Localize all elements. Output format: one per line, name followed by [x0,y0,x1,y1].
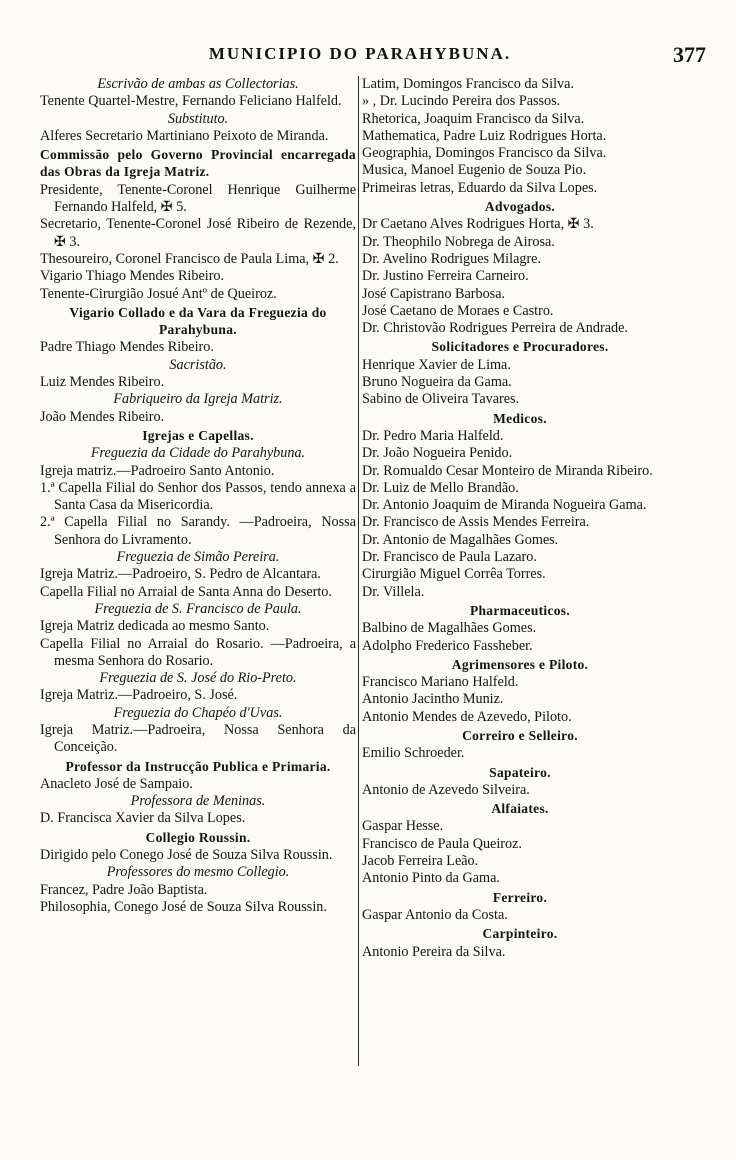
section-heading: Agrimensores e Piloto. [451,656,589,672]
column-divider [358,76,359,1066]
list-item: Secretario, Tenente-Coronel José Ribeiro de Rezende, ✠ 3. [40,216,356,250]
list-item: Dr. Romualdo Cesar Monteiro de Miranda Ribeiro. [362,462,653,479]
list-item: Tenente-Cirurgião Josué Antº de Queiroz. [40,285,277,302]
section-heading: Correiro e Selleiro. [462,727,578,743]
section-heading: Vigario Collado e da Vara da Freguezia do Parahybuna. [69,304,327,338]
right-column [362,76,678,961]
list-item: Igreja Matriz.—Padroeira, Nossa Senhora da Conceição. [40,721,356,756]
list-item: Francisco de Paula Queiroz. [362,835,522,852]
list-item: Bruno Nogueira da Gama. [362,374,512,391]
list-item: Dr. Avelino Rodrigues Milagre. [362,250,542,267]
list-item: Alferes Secretario Martiniano Peixoto de Miranda. [40,127,329,144]
section-subheading: Freguezia do Chapéo d'Uvas. [113,704,283,721]
list-item: Primeiras letras, Eduardo da Silva Lopes. [362,179,598,196]
list-item: Dr. Christovão Rodrigues Perreira de Andrade. [362,320,628,337]
section-heading: Advogados. [484,199,556,215]
list-item: Dr Caetano Alves Rodrigues Horta, ✠ 3. [362,216,594,233]
left-column [40,76,356,916]
list-item: Tenente Quartel-Mestre, Fernando Feliciano Halfeld. [40,93,342,110]
page-title: MUNICIPIO DO PARAHYBUNA. [208,44,512,63]
section-subheading: Sacristão. [169,356,227,373]
section-subheading: Freguezia de S. Francisco de Paula. [94,600,302,617]
list-item: 1.ª Capella Filial do Senhor dos Passos, tendo annexa a Santa Casa da Misericordia. [40,479,356,514]
list-item: Henrique Xavier de Lima. [362,356,511,373]
list-item: Dr. Justino Ferreira Carneiro. [362,268,529,285]
list-item: João Mendes Ribeiro. [40,408,165,425]
list-item: Philosophia, Conego José de Souza Silva Roussin. [40,898,327,915]
list-item: D. Francisca Xavier da Silva Lopes. [40,810,246,827]
list-item: Capella Filial no Arraial do Rosario. —Padroeira, a mesma Senhora do Rosario. [40,635,356,669]
list-item: Igreja Matriz dedicada ao mesmo Santo. [40,618,270,635]
section-subheading: Escrivão de ambas as Collectorias. [97,76,299,92]
section-heading: Professor da Instrucção Publica e Primaria. [65,758,331,774]
section-heading: Carpinteiro. [482,926,558,942]
list-item: Dr. Pedro Maria Halfeld. [362,427,504,444]
section-heading: Alfaiates. [491,801,549,817]
list-item: Latim, Domingos Francisco da Silva. [362,76,574,92]
list-item: Thesoureiro, Coronel Francisco de Paula Lima, ✠ 2. [40,250,339,267]
list-item: Francisco Mariano Halfeld. [362,674,519,691]
section-subheading: Fabriqueiro da Igreja Matriz. [113,391,283,408]
list-item: » , Dr. Lucindo Pereira dos Passos. [362,93,561,110]
list-item: Antonio Pereira da Silva. [362,943,506,960]
section-subheading: Professora de Meninas. [130,793,266,810]
list-item: Presidente, Tenente-Coronel Henrique Guilherme Fernando Halfeld, ✠ 5. [40,181,356,216]
list-item: Igreja Matriz.—Padroeiro, S. José. [40,687,238,704]
section-heading: Pharmaceuticos. [469,602,571,618]
list-item: Sabino de Oliveira Tavares. [362,391,520,408]
list-item: Mathematica, Padre Luiz Rodrigues Horta. [362,127,607,144]
list-item: Emilio Schroeder. [362,745,465,762]
section-subheading: Freguezia de Simão Pereira. [116,549,280,566]
section-subheading: Professores do mesmo Collegio. [106,864,290,881]
list-item: Balbino de Magalhães Gomes. [362,620,537,637]
list-item: Igreja Matriz.—Padroeiro, S. Pedro de Alcantara. [40,566,321,583]
list-item: Dr. Theophilo Nobrega de Airosa. [362,233,555,250]
section-subheading: Substituto. [167,110,229,127]
section-heading: Commissão pelo Governo Provincial encarregada das Obras da Igreja Matriz. [40,147,356,180]
list-item: Anacleto José de Sampaio. [40,775,193,792]
list-item: Antonio Pinto da Gama. [362,870,500,887]
section-heading: Solicitadores e Procuradores. [431,339,609,355]
list-item: Gaspar Hesse. [362,818,444,835]
section-heading: Collegio Roussin. [145,829,251,845]
section-heading: Sapateiro. [489,764,551,780]
section-subheading: Freguezia de S. José do Rio-Preto. [99,670,297,687]
list-item: Dirigido pelo Conego José de Souza Silva Roussin. [40,847,333,864]
list-item: Dr. Antonio de Magalhães Gomes. [362,531,559,548]
list-item: Dr. Francisco de Assis Mendes Ferreira. [362,514,590,531]
section-heading: Medicos. [493,410,547,426]
list-item: Capella Filial no Arraial de Santa Anna do Deserto. [40,583,332,600]
list-item: Dr. Francisco de Paula Lazaro. [362,549,537,566]
list-item: Antonio Jacintho Muniz. [362,691,504,708]
list-item: Igreja matriz.—Padroeiro Santo Antonio. [40,462,275,479]
section-heading: Igrejas e Capellas. [142,427,254,443]
list-item: Francez, Padre João Baptista. [40,881,208,898]
list-item: Adolpho Frederico Fassheber. [362,637,533,654]
page-header [40,42,706,72]
list-item: José Capistrano Barbosa. [362,285,506,302]
list-item: Padre Thiago Mendes Ribeiro. [40,339,214,356]
list-item: Dr. Antonio Joaquim de Miranda Nogueira Gama. [362,497,647,514]
list-item: Geographia, Domingos Francisco da Silva. [362,145,607,162]
list-item: Gaspar Antonio da Costa. [362,906,508,923]
list-item: Antonio Mendes de Azevedo, Piloto. [362,708,572,725]
list-item: Musica, Manoel Eugenio de Souza Pio. [362,162,587,179]
list-item: Antonio de Azevedo Silveira. [362,781,530,798]
list-item: Dr. João Nogueira Penido. [362,445,513,462]
list-item: Rhetorica, Joaquim Francisco da Silva. [362,110,585,127]
section-subheading: Freguezia da Cidade do Parahybuna. [90,445,306,462]
list-item: Cirurgião Miguel Corrêa Torres. [362,566,546,583]
list-item: José Caetano de Moraes e Castro. [362,302,554,319]
section-heading: Ferreiro. [492,889,548,905]
list-item: 2.ª Capella Filial no Sarandy. —Padroeira, Nossa Senhora do Livramento. [40,514,356,548]
page-number: 377 [673,42,706,67]
list-item: Jacob Ferreira Leão. [362,853,479,870]
list-item: Dr. Luiz de Mello Brandão. [362,479,519,496]
list-item: Dr. Villela. [362,583,425,600]
list-item: Vigario Thiago Mendes Ribeiro. [40,268,225,285]
list-item: Luiz Mendes Ribeiro. [40,374,165,391]
